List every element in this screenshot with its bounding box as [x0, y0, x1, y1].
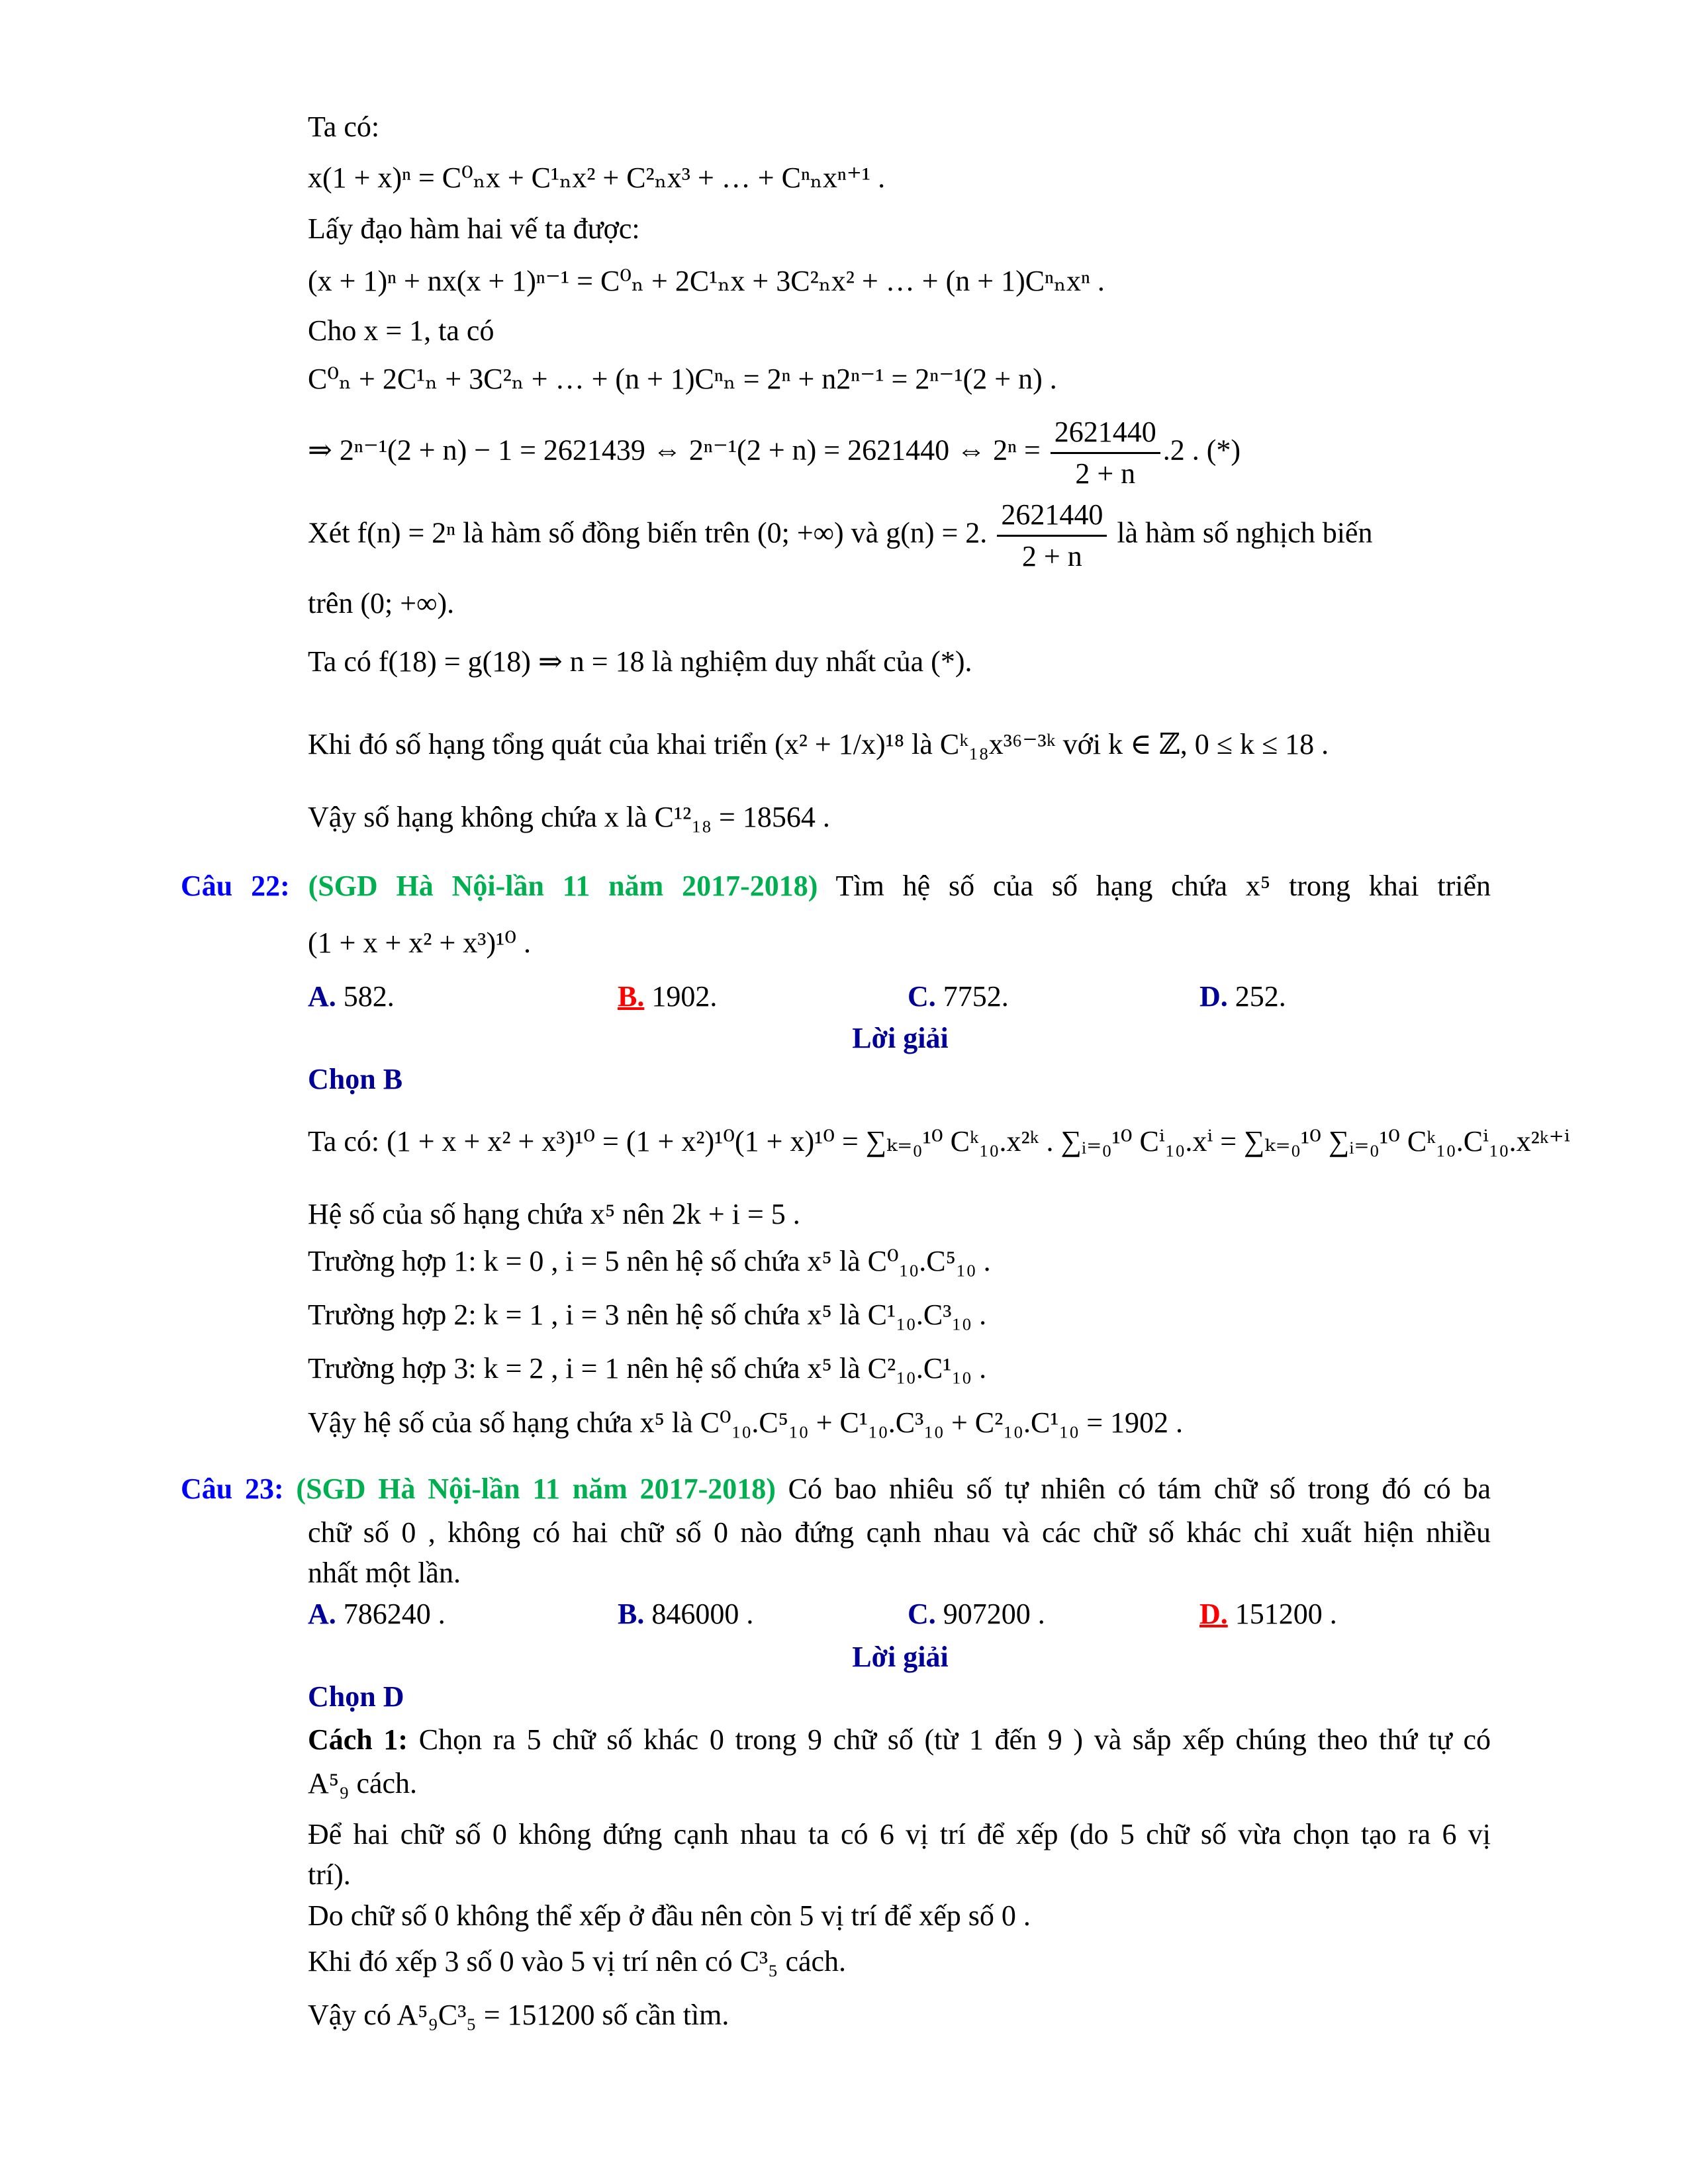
text-line: Lấy đạo hàm hai vế ta được:: [308, 212, 640, 245]
question-expression: (1 + x + x² + x³)¹⁰ .: [308, 927, 531, 959]
answer-choice: Chọn B: [308, 1063, 403, 1095]
text-line: A⁵₉ cách.: [308, 1767, 418, 1799]
question-23-stem: [181, 1471, 1491, 1508]
question-22: [181, 868, 1491, 905]
equation: x(1 + x)ⁿ = C⁰ₙx + C¹ₙx² + C²ₙx³ + … + Cⁿₙxⁿ⁺¹ .: [308, 161, 886, 194]
option-letter-correct: D.: [1199, 1598, 1228, 1630]
option-letter: B.: [618, 1598, 645, 1630]
text-line: Ta có f(18) = g(18) ⇒ n = 18 là nghiệm duy nhất của (*).: [308, 645, 972, 678]
option-a[interactable]: [308, 1596, 445, 1633]
option-value: 7752.: [935, 980, 1009, 1013]
answer-choice: Chọn D: [308, 1680, 404, 1713]
option-value: 582.: [336, 980, 395, 1013]
equation-right: .2 . (*): [1162, 433, 1241, 467]
option-b[interactable]: [618, 978, 717, 1015]
option-c[interactable]: [908, 978, 1009, 1015]
text-line: Để hai chữ số 0 không đứng cạnh nhau ta có 6 vị trí để xếp (do 5 chữ số vừa chọn tạo ra 6 vị: [308, 1818, 1491, 1850]
text-line: Do chữ số 0 không thể xếp ở đầu nên còn 5 vị trí để xếp số 0 .: [308, 1899, 1031, 1932]
option-value: 907200 .: [935, 1598, 1045, 1630]
text-segment: là hàm số nghịch biến: [1109, 516, 1373, 549]
option-d[interactable]: [1199, 1596, 1337, 1633]
equation: (x + 1)ⁿ + nx(x + 1)ⁿ⁻¹ = C⁰ₙ + 2C¹ₙx + 3C²ₙx² + … + (n + 1)Cⁿₙxⁿ .: [308, 265, 1105, 297]
option-letter-correct: B.: [618, 980, 645, 1013]
option-d[interactable]: [1199, 978, 1286, 1015]
text-line: Trường hợp 3: k = 2 , i = 1 nên hệ số chứa x⁵ là C²₁₀.C¹₁₀ .: [308, 1352, 987, 1385]
option-letter: C.: [908, 980, 936, 1013]
text-line: Ta có:: [308, 111, 380, 143]
method-text: Chọn ra 5 chữ số khác 0 trong 9 chữ số (từ 1 đến 9 ) và sắp xếp chúng theo thứ tự có: [418, 1723, 1491, 1756]
text-segment: Xét f(n) = 2ⁿ là hàm số đồng biến trên (0; +∞) và g(n) = 2.: [308, 516, 988, 549]
question-source: (SGD Hà Nội-lần 11 năm 2017-2018): [308, 870, 818, 902]
fraction: [997, 495, 1107, 576]
equation-left: ⇒ 2ⁿ⁻¹(2 + n) − 1 = 2621439 ⇔ 2ⁿ⁻¹(2 + n) = 2621440 ⇔ 2ⁿ =: [308, 433, 1041, 467]
method-label: Cách 1:: [308, 1723, 408, 1756]
equation: Ta có: (1 + x + x² + x³)¹⁰ = (1 + x²)¹⁰(1 + x)¹⁰ = ∑ₖ₌₀¹⁰ Cᵏ₁₀.x²ᵏ . ∑ᵢ₌₀¹⁰ Cⁱ₁₀.xⁱ = ∑ₖ₌₀¹⁰ ∑ᵢ₌₀¹⁰ Cᵏ₁₀.Cⁱ₁₀.x²ᵏ⁺ⁱ: [308, 1125, 1570, 1158]
option-letter: A.: [308, 980, 336, 1013]
option-b[interactable]: [618, 1596, 753, 1633]
equation-star: [308, 412, 1241, 494]
question-text: Có bao nhiêu số tự nhiên có tám chữ số trong đó có ba: [788, 1473, 1491, 1505]
text-line: Khi đó số hạng tổng quát của khai triển (x² + 1/x)¹⁸ là Cᵏ₁₈x³⁶⁻³ᵏ với k ∈ ℤ, 0 ≤ k ≤ 18 .: [308, 728, 1329, 760]
text-line: trí).: [308, 1858, 351, 1891]
text-line: Khi đó xếp 3 số 0 vào 5 vị trí nên có C³₅ cách.: [308, 1945, 847, 1978]
question-text: Tìm hệ số của số hạng chứa x⁵ trong khai triển: [835, 870, 1491, 902]
text-line: [308, 495, 1372, 576]
numerator: 2621440: [997, 495, 1107, 537]
question-text-cont: nhất một lần.: [308, 1557, 461, 1589]
denominator: 2 + n: [1075, 457, 1136, 490]
text-line: Trường hợp 1: k = 0 , i = 5 nên hệ số chứa x⁵ là C⁰₁₀.C⁵₁₀ .: [308, 1245, 991, 1277]
question-text-cont: chữ số 0 , không có hai chữ số 0 nào đứng cạnh nhau và các chữ số khác chỉ xuất hiện nhiều: [308, 1516, 1491, 1549]
numerator: 2621440: [1051, 412, 1160, 454]
option-a[interactable]: [308, 978, 395, 1015]
text-line: Trường hợp 2: k = 1 , i = 3 nên hệ số chứa x⁵ là C¹₁₀.C³₁₀ .: [308, 1298, 987, 1331]
text-line: Cho x = 1, ta có: [308, 314, 494, 347]
option-letter: D.: [1199, 980, 1228, 1013]
fraction: [1051, 412, 1160, 494]
question-22-stem: [181, 868, 1491, 905]
option-letter: C.: [908, 1598, 936, 1630]
option-c[interactable]: [908, 1596, 1045, 1633]
equation: C⁰ₙ + 2C¹ₙ + 3C²ₙ + … + (n + 1)Cⁿₙ = 2ⁿ + n2ⁿ⁻¹ = 2ⁿ⁻¹(2 + n) .: [308, 363, 1057, 395]
option-value: 252.: [1227, 980, 1286, 1013]
option-letter: A.: [308, 1598, 336, 1630]
question-23: [181, 1471, 1491, 1508]
option-value: 786240 .: [336, 1598, 445, 1630]
option-value: 151200 .: [1227, 1598, 1337, 1630]
option-value: 1902.: [644, 980, 718, 1013]
solution-title: Lời giải: [852, 1022, 949, 1054]
question-label: Câu 22:: [181, 870, 290, 902]
text-line: trên (0; +∞).: [308, 587, 455, 619]
text-line: Vậy hệ số của số hạng chứa x⁵ là C⁰₁₀.C⁵₁₀ + C¹₁₀.C³₁₀ + C²₁₀.C¹₁₀ = 1902 .: [308, 1406, 1184, 1439]
text-line: Vậy số hạng không chứa x là C¹²₁₈ = 18564 .: [308, 801, 830, 833]
question-source: (SGD Hà Nội-lần 11 năm 2017-2018): [296, 1473, 776, 1505]
text-line: Vậy có A⁵₉C³₅ = 151200 số cần tìm.: [308, 1999, 729, 2031]
text-line: Hệ số của số hạng chứa x⁵ nên 2k + i = 5 .: [308, 1198, 800, 1230]
denominator: 2 + n: [1021, 540, 1082, 572]
option-value: 846000 .: [644, 1598, 754, 1630]
question-label: Câu 23:: [181, 1473, 284, 1505]
method-line: [308, 1721, 1491, 1758]
solution-title: Lời giải: [852, 1641, 949, 1673]
